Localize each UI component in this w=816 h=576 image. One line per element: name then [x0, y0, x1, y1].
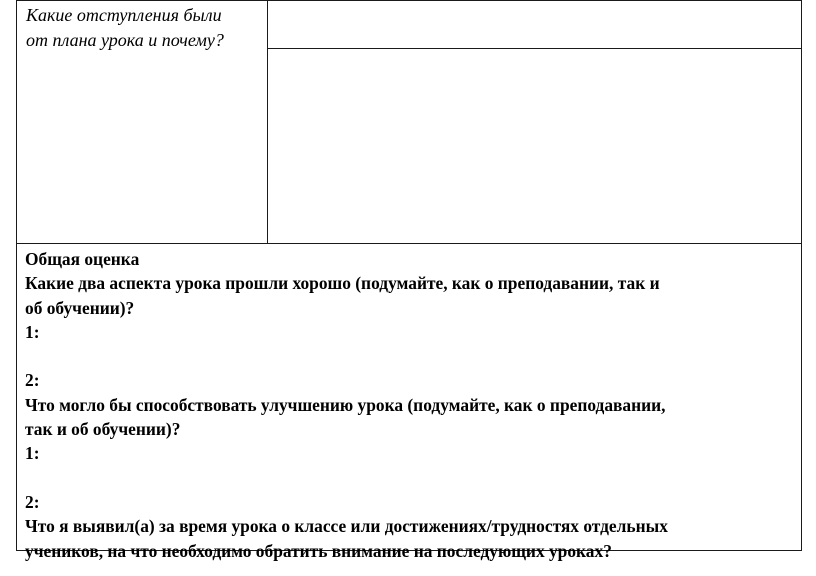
- overall-assessment-text: [25, 247, 797, 563]
- went-well-item-2: 2:: [25, 370, 40, 391]
- improvement-item-2: 2:: [25, 491, 40, 512]
- deviations-answer-cell-top[interactable]: [267, 0, 802, 49]
- question-findings-line-1: Что я выявил(а) за время урока о классе или достижениях/трудностях отдельных: [25, 516, 668, 537]
- question-went-well-line-2: об обучении)?: [25, 297, 135, 318]
- question-findings-line-2: учеников, на что необходимо обратить внимание на последующих уроках?: [25, 540, 612, 561]
- deviations-answer-cell-bottom[interactable]: [267, 48, 802, 244]
- blank-line: [25, 466, 797, 490]
- improvement-item-1: 1:: [25, 443, 40, 464]
- deviations-question-line-1: Какие отступления были: [26, 5, 222, 25]
- question-improvement-line-1: Что могло бы способствовать улучшению урока (подумайте, как о преподавании,: [25, 394, 666, 415]
- deviations-question: [26, 3, 262, 53]
- question-went-well-line-1: Какие два аспекта урока прошли хорошо (подумайте, как о преподавании, так и: [25, 273, 660, 294]
- deviations-question-cell: [16, 0, 268, 244]
- went-well-item-1: 1:: [25, 321, 40, 342]
- question-improvement-line-2: так и об обучении)?: [25, 419, 181, 440]
- blank-line: [25, 344, 797, 368]
- overall-assessment-cell: [16, 243, 802, 561]
- deviations-question-line-2: от плана урока и почему?: [26, 30, 224, 50]
- overall-assessment-title: Общая оценка: [25, 249, 140, 269]
